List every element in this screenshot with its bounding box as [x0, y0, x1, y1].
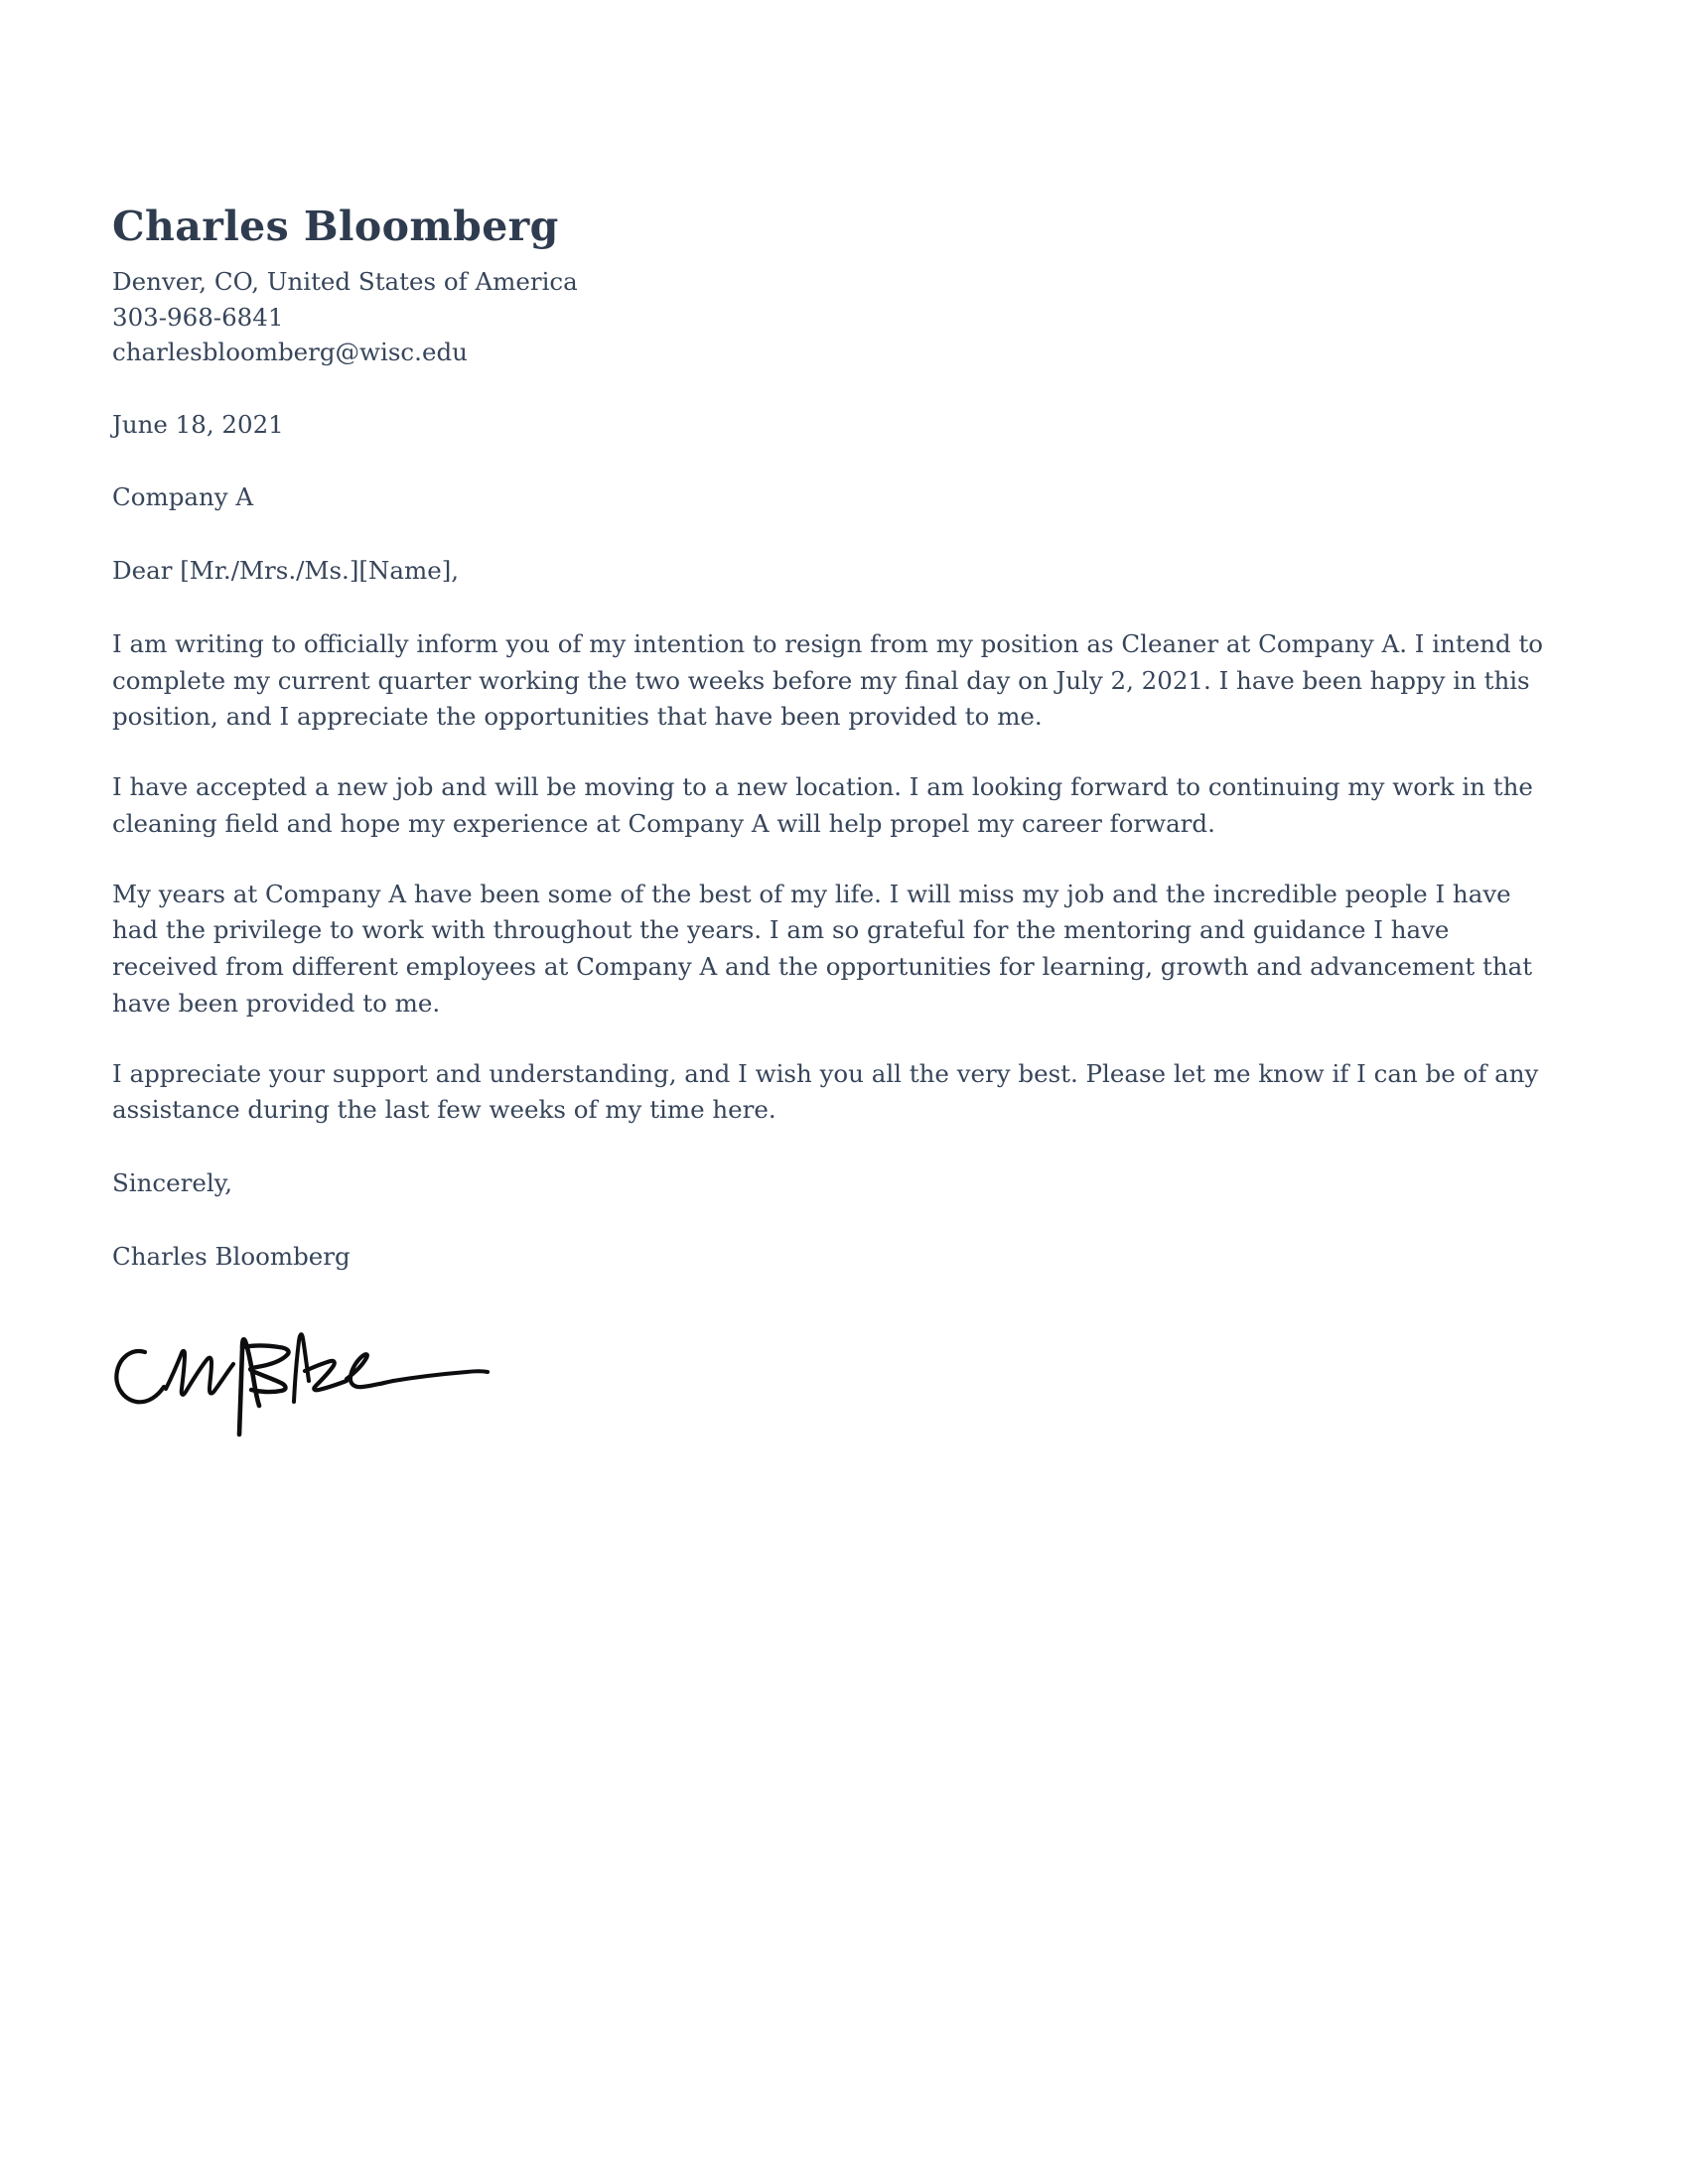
body-paragraph-4: I appreciate your support and understanding, and I wish you all the very best. Please let me know if I can be of any assistance during the last few weeks of my time here. — [112, 1058, 1539, 1125]
body-paragraph-2: I have accepted a new job and will be moving to a new location. I am looking forward to continuing my work in the cleaning field and hope my experience at Company A will help propel my career forward. — [112, 772, 1533, 838]
spacer-para-3-4 — [112, 1023, 1562, 1056]
spacer-after-date — [112, 443, 1562, 479]
spacer-para-2-3 — [112, 843, 1562, 877]
spacer-after-recipient — [112, 516, 1562, 553]
spacer-after-salutation — [112, 590, 1562, 626]
body-paragraph-1: I am writing to officially inform you of my intention to resign from my position as Cleaner at Company A. I intend to complete my current quarter working the two weeks before my final day on July 2, 2021. I have been happy in this position, and I appreciate the opportunities that have been provided to me. — [112, 628, 1544, 732]
letter-body — [112, 204, 1562, 1439]
sender-location: Denver, CO, United States of America — [112, 267, 578, 297]
signature-image — [112, 1305, 529, 1439]
sender-email: charlesbloomberg@wisc.edu — [112, 338, 468, 367]
letter-date: June 18, 2021 — [112, 409, 284, 439]
signer-name: Charles Bloomberg — [112, 1241, 351, 1271]
body-paragraph-3: My years at Company A have been some of the best of my life. I will miss my job and the incredible people I have had the privilege to work with throughout the years. I am so grateful for the mentoring and guidance I have received from different employees at Company A and the opportunities for learning, growth and advancement that have been provided to me. — [112, 879, 1533, 1018]
spacer-para-1-2 — [112, 736, 1562, 769]
valediction: Sincerely, — [112, 1168, 233, 1198]
sender-phone: 303-968-6841 — [112, 302, 284, 332]
sender-contact-block — [112, 264, 1562, 370]
page-title: Charles Bloomberg — [112, 203, 559, 250]
spacer-after-contact — [112, 370, 1562, 407]
spacer-after-valediction — [112, 1202, 1562, 1239]
salutation: Dear [Mr./Mrs./Ms.][Name], — [112, 556, 460, 586]
spacer-before-closing — [112, 1129, 1562, 1165]
recipient-company: Company A — [112, 482, 254, 512]
